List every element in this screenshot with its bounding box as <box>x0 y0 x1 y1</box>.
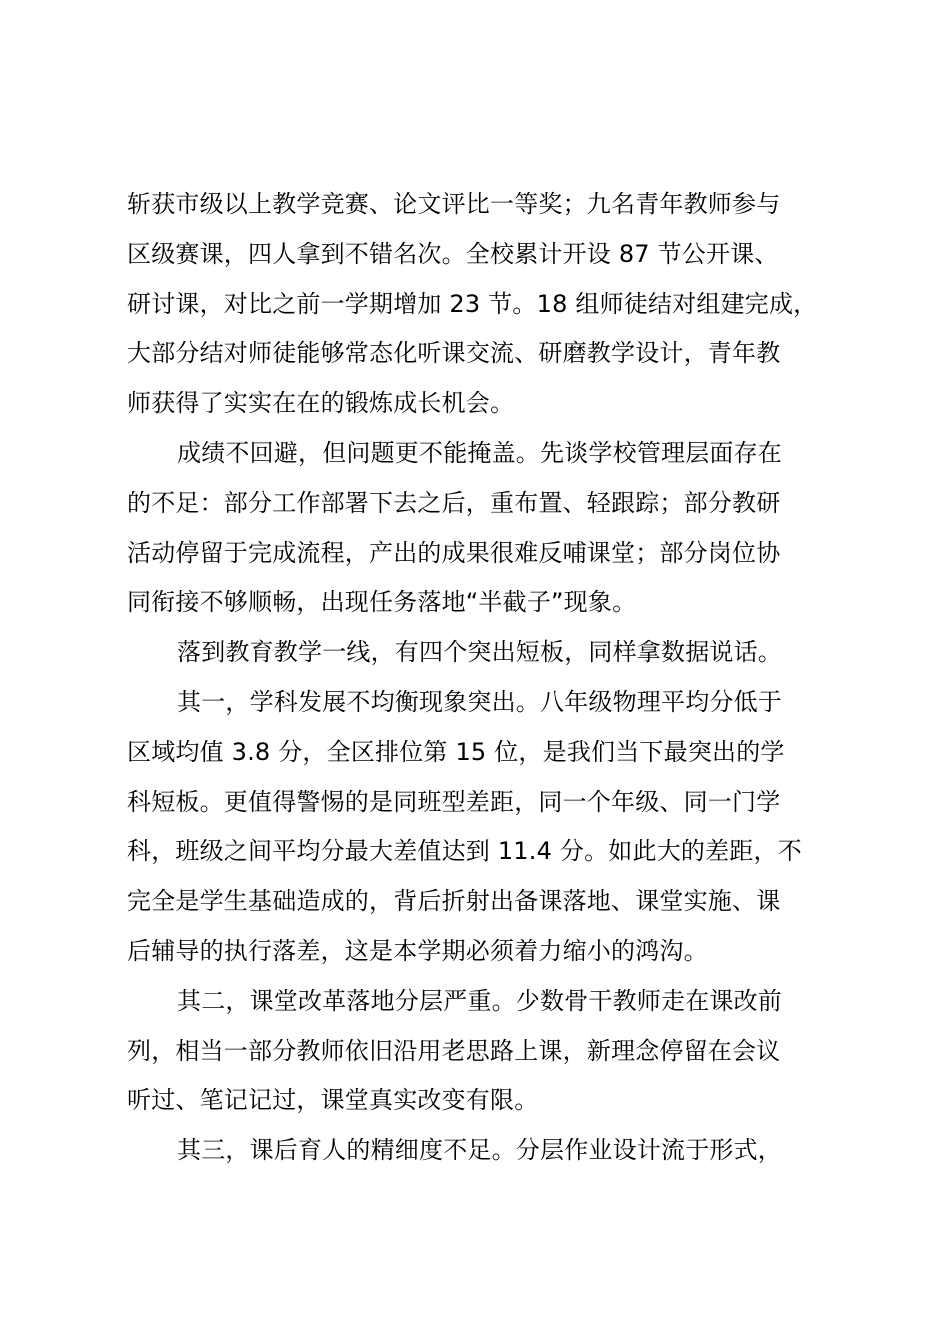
text-line: 其三，课后育人的精细度不足。分层作业设计流于形式， <box>177 1136 782 1165</box>
text-line: 后辅导的执行落差，这是本学期必须着力缩小的鸿沟。 <box>127 936 708 965</box>
text-line: 大部分结对师徒能够常态化听课交流、研磨教学设计，青年教 <box>127 339 781 368</box>
text-line: 听过、笔记记过，课堂真实改变有限。 <box>127 1086 539 1115</box>
text-line: 活动停留于完成流程，产出的成果很难反哺课堂；部分岗位协 <box>127 538 781 567</box>
text-line: 研讨课，对比之前一学期增加 23 节。18 组师徒结对组建完成， <box>127 289 818 318</box>
text-line: 科，班级之间平均分最大差值达到 11.4 分。如此大的差距，不 <box>127 837 802 866</box>
document-body <box>127 180 839 1176</box>
text-line: 科短板。更值得警惕的是同班型差距，同一个年级、同一门学 <box>127 787 781 816</box>
text-line: 列，相当一部分教师依旧沿用老思路上课，新理念停留在会议 <box>127 1036 781 1065</box>
text-line: 区域均值 3.8 分，全区排位第 15 位，是我们当下最突出的学 <box>127 737 785 766</box>
text-line: 区级赛课，四人拿到不错名次。全校累计开设 87 节公开课、 <box>127 239 779 268</box>
text-line: 其二，课堂改革落地分层严重。少数骨干教师走在课改前 <box>177 986 782 1015</box>
text-line: 落到教育教学一线，有四个突出短板，同样拿数据说话。 <box>177 638 782 667</box>
text-line: 其一，学科发展不均衡现象突出。八年级物理平均分低于 <box>177 687 782 716</box>
text-line: 完全是学生基础造成的，背后折射出备课落地、课堂实施、课 <box>127 887 781 916</box>
text-line: 同衔接不够顺畅，出现任务落地“半截子”现象。 <box>127 588 637 617</box>
text-line: 的不足：部分工作部署下去之后，重布置、轻跟踪；部分教研 <box>127 488 781 517</box>
text-line: 斩获市级以上教学竞赛、论文评比一等奖；九名青年教师参与 <box>127 190 781 218</box>
text-line: 成绩不回避，但问题更不能掩盖。先谈学校管理层面存在 <box>177 438 782 467</box>
text-line: 师获得了实实在在的锻炼成长机会。 <box>127 389 515 418</box>
